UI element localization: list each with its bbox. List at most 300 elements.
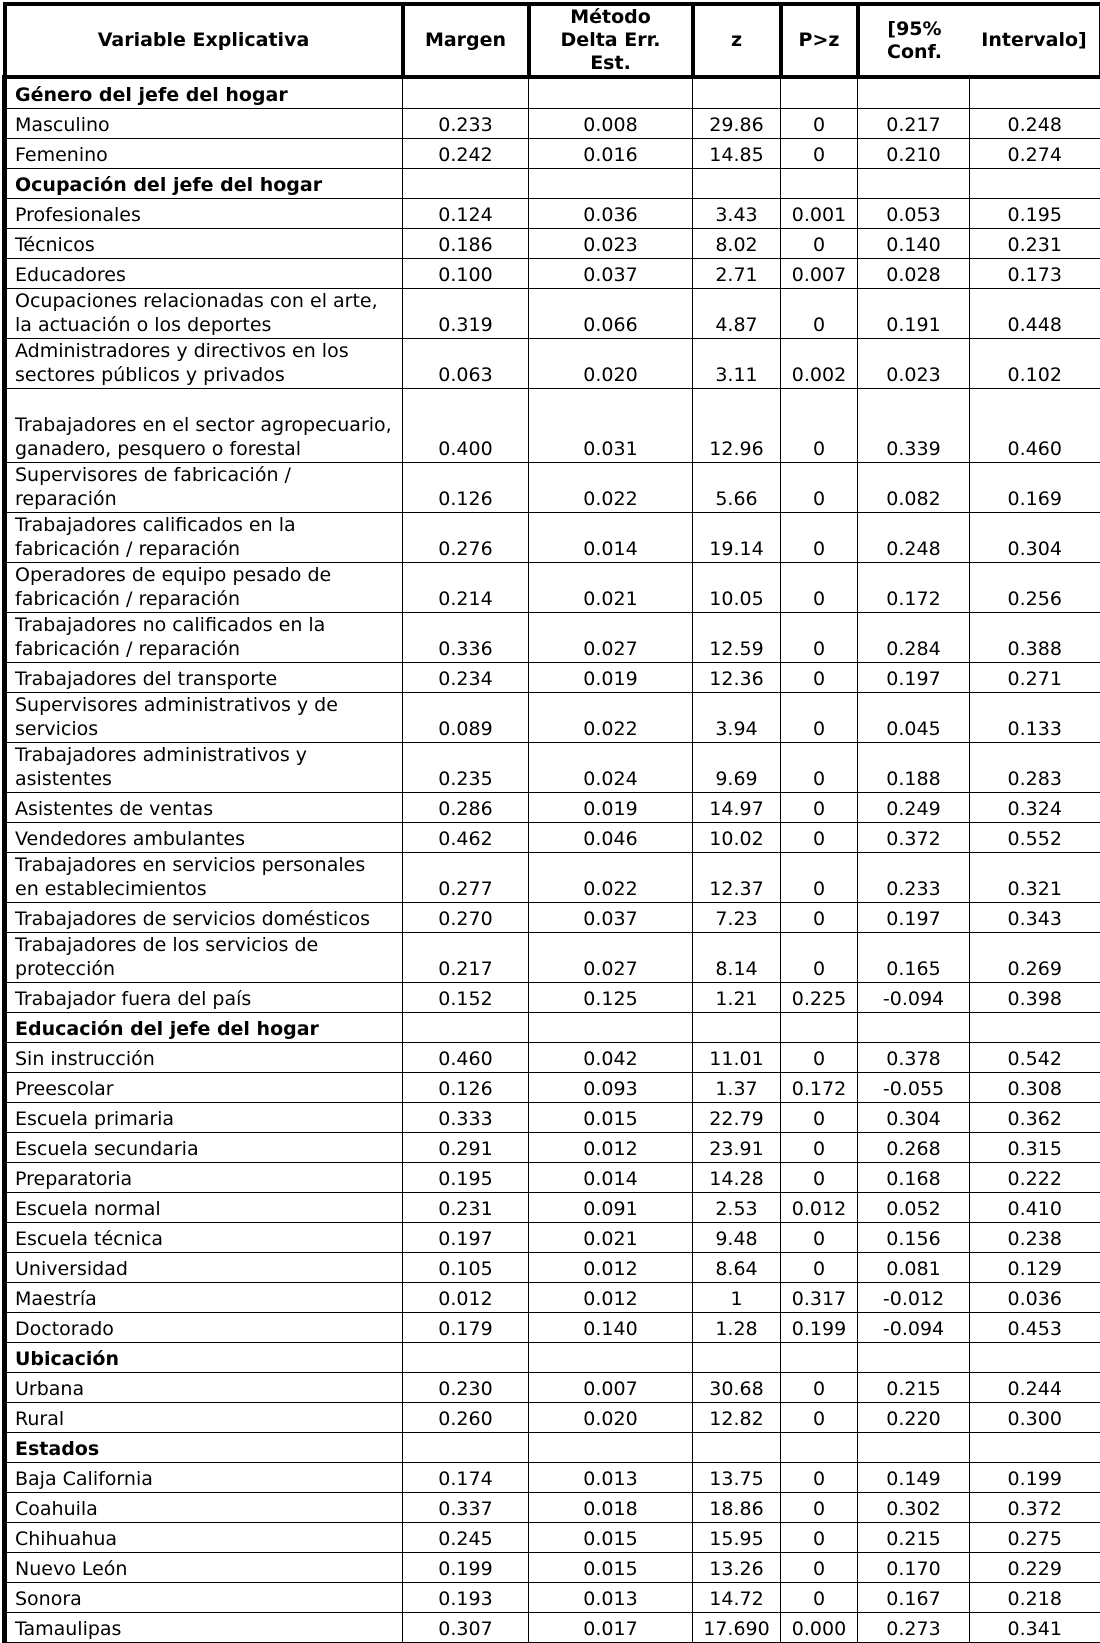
conf-low-cell: 0.249 <box>858 793 970 823</box>
z-cell: 18.86 <box>693 1493 781 1523</box>
conf-high-cell: 0.129 <box>970 1253 1100 1283</box>
margen-cell: 0.231 <box>403 1193 529 1223</box>
margen-cell: 0.333 <box>403 1103 529 1133</box>
margen-cell <box>403 169 529 199</box>
z-cell: 13.26 <box>693 1553 781 1583</box>
margen-cell: 0.193 <box>403 1583 529 1613</box>
header-conf-high: Intervalo] <box>970 4 1100 77</box>
std-err-cell: 0.023 <box>529 229 693 259</box>
z-cell <box>693 1013 781 1043</box>
conf-low-cell: 0.273 <box>858 1613 970 1643</box>
z-cell <box>693 1433 781 1463</box>
margen-cell: 0.276 <box>403 513 529 563</box>
conf-high-cell: 0.372 <box>970 1493 1100 1523</box>
variable-label: Trabajadores de servicios domésticos <box>5 903 403 933</box>
variable-label: Masculino <box>5 109 403 139</box>
std-err-cell: 0.021 <box>529 563 693 613</box>
margen-cell: 0.152 <box>403 983 529 1013</box>
conf-low-cell: 0.052 <box>858 1193 970 1223</box>
conf-high-cell: 0.222 <box>970 1163 1100 1193</box>
std-err-cell: 0.014 <box>529 1163 693 1193</box>
conf-high-cell: 0.248 <box>970 109 1100 139</box>
std-err-cell: 0.037 <box>529 903 693 933</box>
conf-high-cell: 0.398 <box>970 983 1100 1013</box>
variable-label: Chihuahua <box>5 1523 403 1553</box>
z-cell <box>693 1343 781 1373</box>
std-err-cell: 0.013 <box>529 1583 693 1613</box>
table-row <box>5 983 1100 1013</box>
table-row <box>5 1163 1100 1193</box>
std-err-cell: 0.013 <box>529 1463 693 1493</box>
conf-low-cell <box>858 77 970 109</box>
p-value-cell: 0.007 <box>781 259 858 289</box>
conf-high-cell: 0.036 <box>970 1283 1100 1313</box>
std-err-cell: 0.091 <box>529 1193 693 1223</box>
margen-cell: 0.260 <box>403 1403 529 1433</box>
conf-low-cell: 0.053 <box>858 199 970 229</box>
margen-cell: 0.063 <box>403 339 529 389</box>
conf-high-cell: 0.304 <box>970 513 1100 563</box>
p-value-cell: 0 <box>781 903 858 933</box>
variable-label: Operadores de equipo pesado de fabricación / reparación <box>5 563 403 613</box>
p-value-cell: 0 <box>781 1133 858 1163</box>
p-value-cell: 0 <box>781 563 858 613</box>
conf-low-cell: -0.094 <box>858 1313 970 1343</box>
p-value-cell: 0 <box>781 1223 858 1253</box>
conf-high-cell: 0.341 <box>970 1613 1100 1643</box>
variable-label: Trabajadores de los servicios de protección <box>5 933 403 983</box>
variable-label: Ocupaciones relacionadas con el arte, la actuación o los deportes <box>5 289 403 339</box>
p-value-cell: 0 <box>781 853 858 903</box>
margen-cell: 0.270 <box>403 903 529 933</box>
conf-low-cell: 0.082 <box>858 463 970 513</box>
conf-low-cell: -0.055 <box>858 1073 970 1103</box>
table-row <box>5 1613 1100 1643</box>
z-cell: 1.37 <box>693 1073 781 1103</box>
conf-low-cell: 0.149 <box>858 1463 970 1493</box>
conf-high-cell: 0.552 <box>970 823 1100 853</box>
std-err-cell: 0.016 <box>529 139 693 169</box>
z-cell: 12.96 <box>693 389 781 463</box>
conf-high-cell: 0.308 <box>970 1073 1100 1103</box>
p-value-cell: 0 <box>781 289 858 339</box>
std-err-cell: 0.022 <box>529 463 693 513</box>
table-row <box>5 259 1100 289</box>
variable-label: Preescolar <box>5 1073 403 1103</box>
conf-high-cell: 0.300 <box>970 1403 1100 1433</box>
z-cell: 3.94 <box>693 693 781 743</box>
margen-cell: 0.245 <box>403 1523 529 1553</box>
variable-label: Vendedores ambulantes <box>5 823 403 853</box>
z-cell: 30.68 <box>693 1373 781 1403</box>
conf-low-cell: 0.167 <box>858 1583 970 1613</box>
conf-low-cell: 0.168 <box>858 1163 970 1193</box>
variable-label: Universidad <box>5 1253 403 1283</box>
margen-cell: 0.105 <box>403 1253 529 1283</box>
table-row <box>5 1583 1100 1613</box>
conf-high-cell: 0.362 <box>970 1103 1100 1133</box>
margen-cell: 0.242 <box>403 139 529 169</box>
z-cell: 8.14 <box>693 933 781 983</box>
table-row <box>5 1403 1100 1433</box>
variable-label: Escuela técnica <box>5 1223 403 1253</box>
variable-label: Educadores <box>5 259 403 289</box>
conf-high-cell: 0.388 <box>970 613 1100 663</box>
table-row <box>5 1373 1100 1403</box>
section-header-row <box>5 1433 1100 1463</box>
p-value-cell: 0 <box>781 1163 858 1193</box>
z-cell: 19.14 <box>693 513 781 563</box>
std-err-cell <box>529 77 693 109</box>
margen-cell: 0.319 <box>403 289 529 339</box>
conf-low-cell: 0.172 <box>858 563 970 613</box>
conf-low-cell: 0.156 <box>858 1223 970 1253</box>
conf-low-cell: -0.094 <box>858 983 970 1013</box>
std-err-cell: 0.012 <box>529 1283 693 1313</box>
conf-low-cell: 0.023 <box>858 339 970 389</box>
std-err-cell: 0.027 <box>529 933 693 983</box>
margen-cell: 0.126 <box>403 463 529 513</box>
conf-high-cell: 0.102 <box>970 339 1100 389</box>
margen-cell: 0.186 <box>403 229 529 259</box>
table-body <box>5 77 1100 1643</box>
margen-cell: 0.126 <box>403 1073 529 1103</box>
conf-high-cell: 0.274 <box>970 139 1100 169</box>
p-value-cell: 0 <box>781 793 858 823</box>
table-row <box>5 1223 1100 1253</box>
p-value-cell: 0 <box>781 1103 858 1133</box>
variable-label: Supervisores de fabricación / reparación <box>5 463 403 513</box>
z-cell: 8.02 <box>693 229 781 259</box>
table-row <box>5 1133 1100 1163</box>
conf-low-cell: 0.233 <box>858 853 970 903</box>
conf-high-cell: 0.315 <box>970 1133 1100 1163</box>
conf-high-cell: 0.448 <box>970 289 1100 339</box>
table-row <box>5 229 1100 259</box>
conf-high-cell: 0.324 <box>970 793 1100 823</box>
conf-low-cell: 0.268 <box>858 1133 970 1163</box>
p-value-cell: 0.199 <box>781 1313 858 1343</box>
std-err-cell: 0.042 <box>529 1043 693 1073</box>
conf-low-cell: 0.217 <box>858 109 970 139</box>
variable-label: Trabajadores del transporte <box>5 663 403 693</box>
variable-label: Nuevo León <box>5 1553 403 1583</box>
conf-high-cell: 0.542 <box>970 1043 1100 1073</box>
std-err-cell: 0.014 <box>529 513 693 563</box>
conf-high-cell: 0.229 <box>970 1553 1100 1583</box>
margen-cell: 0.124 <box>403 199 529 229</box>
variable-label: Baja California <box>5 1463 403 1493</box>
conf-low-cell <box>858 1013 970 1043</box>
variable-label: Trabajadores en el sector agropecuario, ganadero, pesquero o forestal <box>5 389 403 463</box>
table-row <box>5 903 1100 933</box>
p-value-cell: 0 <box>781 1493 858 1523</box>
table-row <box>5 1553 1100 1583</box>
table-row <box>5 693 1100 743</box>
z-cell: 12.37 <box>693 853 781 903</box>
table-row <box>5 463 1100 513</box>
conf-low-cell: 0.197 <box>858 903 970 933</box>
header-conf-low: [95% Conf. <box>858 4 970 77</box>
p-value-cell: 0 <box>781 1523 858 1553</box>
z-cell: 10.02 <box>693 823 781 853</box>
section-header-row <box>5 1013 1100 1043</box>
table-row <box>5 1193 1100 1223</box>
table-row <box>5 613 1100 663</box>
conf-high-cell: 0.133 <box>970 693 1100 743</box>
margen-cell: 0.460 <box>403 1043 529 1073</box>
p-value-cell: 0 <box>781 613 858 663</box>
conf-high-cell: 0.275 <box>970 1523 1100 1553</box>
p-value-cell <box>781 1433 858 1463</box>
std-err-cell: 0.012 <box>529 1133 693 1163</box>
table-row <box>5 793 1100 823</box>
p-value-cell: 0.317 <box>781 1283 858 1313</box>
table-row <box>5 1313 1100 1343</box>
std-err-cell: 0.008 <box>529 109 693 139</box>
margen-cell: 0.233 <box>403 109 529 139</box>
conf-high-cell: 0.269 <box>970 933 1100 983</box>
variable-label: Coahuila <box>5 1493 403 1523</box>
p-value-cell: 0 <box>781 1403 858 1433</box>
margen-cell <box>403 1343 529 1373</box>
margen-cell: 0.336 <box>403 613 529 663</box>
margen-cell <box>403 1433 529 1463</box>
margen-cell: 0.291 <box>403 1133 529 1163</box>
std-err-cell: 0.024 <box>529 743 693 793</box>
header-variable: Variable Explicativa <box>5 4 403 77</box>
variable-label: Trabajador fuera del país <box>5 983 403 1013</box>
variable-label: Urbana <box>5 1373 403 1403</box>
std-err-cell: 0.020 <box>529 1403 693 1433</box>
conf-high-cell <box>970 169 1100 199</box>
z-cell: 7.23 <box>693 903 781 933</box>
std-err-cell: 0.018 <box>529 1493 693 1523</box>
z-cell: 13.75 <box>693 1463 781 1493</box>
conf-low-cell: 0.210 <box>858 139 970 169</box>
variable-label: Trabajadores en servicios personales en establecimientos <box>5 853 403 903</box>
variable-label: Escuela primaria <box>5 1103 403 1133</box>
z-cell: 15.95 <box>693 1523 781 1553</box>
std-err-cell: 0.022 <box>529 853 693 903</box>
table-row <box>5 289 1100 339</box>
std-err-cell: 0.022 <box>529 693 693 743</box>
section-label: Educación del jefe del hogar <box>5 1013 403 1043</box>
p-value-cell: 0 <box>781 743 858 793</box>
std-err-cell: 0.037 <box>529 259 693 289</box>
variable-label: Doctorado <box>5 1313 403 1343</box>
p-value-cell: 0 <box>781 229 858 259</box>
p-value-cell <box>781 169 858 199</box>
margen-cell <box>403 77 529 109</box>
conf-low-cell: 0.191 <box>858 289 970 339</box>
p-value-cell: 0 <box>781 663 858 693</box>
p-value-cell: 0 <box>781 1373 858 1403</box>
table-row <box>5 1493 1100 1523</box>
margen-cell: 0.195 <box>403 1163 529 1193</box>
z-cell: 4.87 <box>693 289 781 339</box>
variable-label: Maestría <box>5 1283 403 1313</box>
conf-low-cell <box>858 169 970 199</box>
z-cell <box>693 169 781 199</box>
z-cell: 1.28 <box>693 1313 781 1343</box>
std-err-cell <box>529 169 693 199</box>
section-label: Estados <box>5 1433 403 1463</box>
table-header-row <box>5 4 1100 77</box>
conf-high-cell: 0.410 <box>970 1193 1100 1223</box>
conf-low-cell: 0.215 <box>858 1373 970 1403</box>
table-row <box>5 199 1100 229</box>
margen-cell: 0.179 <box>403 1313 529 1343</box>
conf-high-cell: 0.343 <box>970 903 1100 933</box>
table-row <box>5 853 1100 903</box>
std-err-cell: 0.046 <box>529 823 693 853</box>
margen-cell: 0.462 <box>403 823 529 853</box>
z-cell <box>693 77 781 109</box>
p-value-cell: 0 <box>781 1583 858 1613</box>
z-cell: 3.43 <box>693 199 781 229</box>
conf-high-cell: 0.173 <box>970 259 1100 289</box>
conf-high-cell: 0.195 <box>970 199 1100 229</box>
conf-high-cell: 0.169 <box>970 463 1100 513</box>
variable-label: Femenino <box>5 139 403 169</box>
z-cell: 14.97 <box>693 793 781 823</box>
margen-cell: 0.277 <box>403 853 529 903</box>
margen-cell: 0.197 <box>403 1223 529 1253</box>
conf-low-cell: 0.220 <box>858 1403 970 1433</box>
z-cell: 23.91 <box>693 1133 781 1163</box>
margen-cell <box>403 1013 529 1043</box>
z-cell: 5.66 <box>693 463 781 513</box>
p-value-cell: 0.002 <box>781 339 858 389</box>
variable-label: Sin instrucción <box>5 1043 403 1073</box>
p-value-cell: 0 <box>781 389 858 463</box>
p-value-cell: 0.225 <box>781 983 858 1013</box>
p-value-cell: 0 <box>781 1553 858 1583</box>
z-cell: 1 <box>693 1283 781 1313</box>
std-err-cell: 0.019 <box>529 793 693 823</box>
p-value-cell <box>781 1013 858 1043</box>
z-cell: 2.71 <box>693 259 781 289</box>
conf-low-cell: 0.140 <box>858 229 970 259</box>
std-err-cell <box>529 1013 693 1043</box>
table-row <box>5 389 1100 463</box>
section-label: Ocupación del jefe del hogar <box>5 169 403 199</box>
std-err-cell: 0.015 <box>529 1553 693 1583</box>
std-err-cell: 0.020 <box>529 339 693 389</box>
p-value-cell: 0.012 <box>781 1193 858 1223</box>
margen-cell: 0.089 <box>403 693 529 743</box>
z-cell: 8.64 <box>693 1253 781 1283</box>
variable-label: Técnicos <box>5 229 403 259</box>
margen-cell: 0.217 <box>403 933 529 983</box>
conf-high-cell: 0.231 <box>970 229 1100 259</box>
variable-label: Escuela normal <box>5 1193 403 1223</box>
table-row <box>5 1523 1100 1553</box>
header-p: P>z <box>781 4 858 77</box>
variable-label: Trabajadores calificados en la fabricación / reparación <box>5 513 403 563</box>
conf-high-cell <box>970 1343 1100 1373</box>
table-row <box>5 109 1100 139</box>
conf-high-cell <box>970 77 1100 109</box>
variable-label: Rural <box>5 1403 403 1433</box>
z-cell: 2.53 <box>693 1193 781 1223</box>
table-row <box>5 139 1100 169</box>
table-row <box>5 1283 1100 1313</box>
conf-high-cell: 0.256 <box>970 563 1100 613</box>
section-header-row <box>5 77 1100 109</box>
conf-high-cell: 0.238 <box>970 1223 1100 1253</box>
std-err-cell <box>529 1433 693 1463</box>
margen-cell: 0.235 <box>403 743 529 793</box>
table-row <box>5 339 1100 389</box>
margen-cell: 0.400 <box>403 389 529 463</box>
std-err-cell: 0.019 <box>529 663 693 693</box>
std-err-cell: 0.140 <box>529 1313 693 1343</box>
z-cell: 12.36 <box>693 663 781 693</box>
conf-low-cell: 0.045 <box>858 693 970 743</box>
p-value-cell: 0 <box>781 463 858 513</box>
margen-cell: 0.307 <box>403 1613 529 1643</box>
margen-cell: 0.337 <box>403 1493 529 1523</box>
table-row <box>5 1043 1100 1073</box>
variable-label: Trabajadores administrativos y asistentes <box>5 743 403 793</box>
std-err-cell <box>529 1343 693 1373</box>
margen-cell: 0.230 <box>403 1373 529 1403</box>
p-value-cell: 0 <box>781 1043 858 1073</box>
variable-label: Profesionales <box>5 199 403 229</box>
conf-low-cell: 0.302 <box>858 1493 970 1523</box>
section-label: Género del jefe del hogar <box>5 77 403 109</box>
z-cell: 10.05 <box>693 563 781 613</box>
z-cell: 14.85 <box>693 139 781 169</box>
table-row <box>5 513 1100 563</box>
margen-cell: 0.199 <box>403 1553 529 1583</box>
conf-low-cell: 0.197 <box>858 663 970 693</box>
variable-label: Tamaulipas <box>5 1613 403 1643</box>
header-std-err: Método Delta Err. Est. <box>529 4 693 77</box>
table-row <box>5 743 1100 793</box>
z-cell: 11.01 <box>693 1043 781 1073</box>
conf-high-cell: 0.321 <box>970 853 1100 903</box>
z-cell: 29.86 <box>693 109 781 139</box>
table-row <box>5 933 1100 983</box>
variable-label: Administradores y directivos en los sectores públicos y privados <box>5 339 403 389</box>
z-cell: 14.28 <box>693 1163 781 1193</box>
conf-low-cell: 0.304 <box>858 1103 970 1133</box>
margen-cell: 0.234 <box>403 663 529 693</box>
variable-label: Escuela secundaria <box>5 1133 403 1163</box>
variable-label: Sonora <box>5 1583 403 1613</box>
variable-label: Asistentes de ventas <box>5 793 403 823</box>
conf-high-cell: 0.244 <box>970 1373 1100 1403</box>
conf-low-cell <box>858 1343 970 1373</box>
margen-cell: 0.174 <box>403 1463 529 1493</box>
std-err-cell: 0.036 <box>529 199 693 229</box>
conf-low-cell: 0.284 <box>858 613 970 663</box>
conf-low-cell: 0.081 <box>858 1253 970 1283</box>
std-err-cell: 0.017 <box>529 1613 693 1643</box>
p-value-cell <box>781 77 858 109</box>
marginal-effects-table <box>2 2 1100 1643</box>
p-value-cell: 0 <box>781 693 858 743</box>
conf-low-cell: 0.165 <box>858 933 970 983</box>
variable-label: Trabajadores no calificados en la fabricación / reparación <box>5 613 403 663</box>
z-cell: 14.72 <box>693 1583 781 1613</box>
header-margen: Margen <box>403 4 529 77</box>
conf-low-cell: 0.188 <box>858 743 970 793</box>
z-cell: 3.11 <box>693 339 781 389</box>
